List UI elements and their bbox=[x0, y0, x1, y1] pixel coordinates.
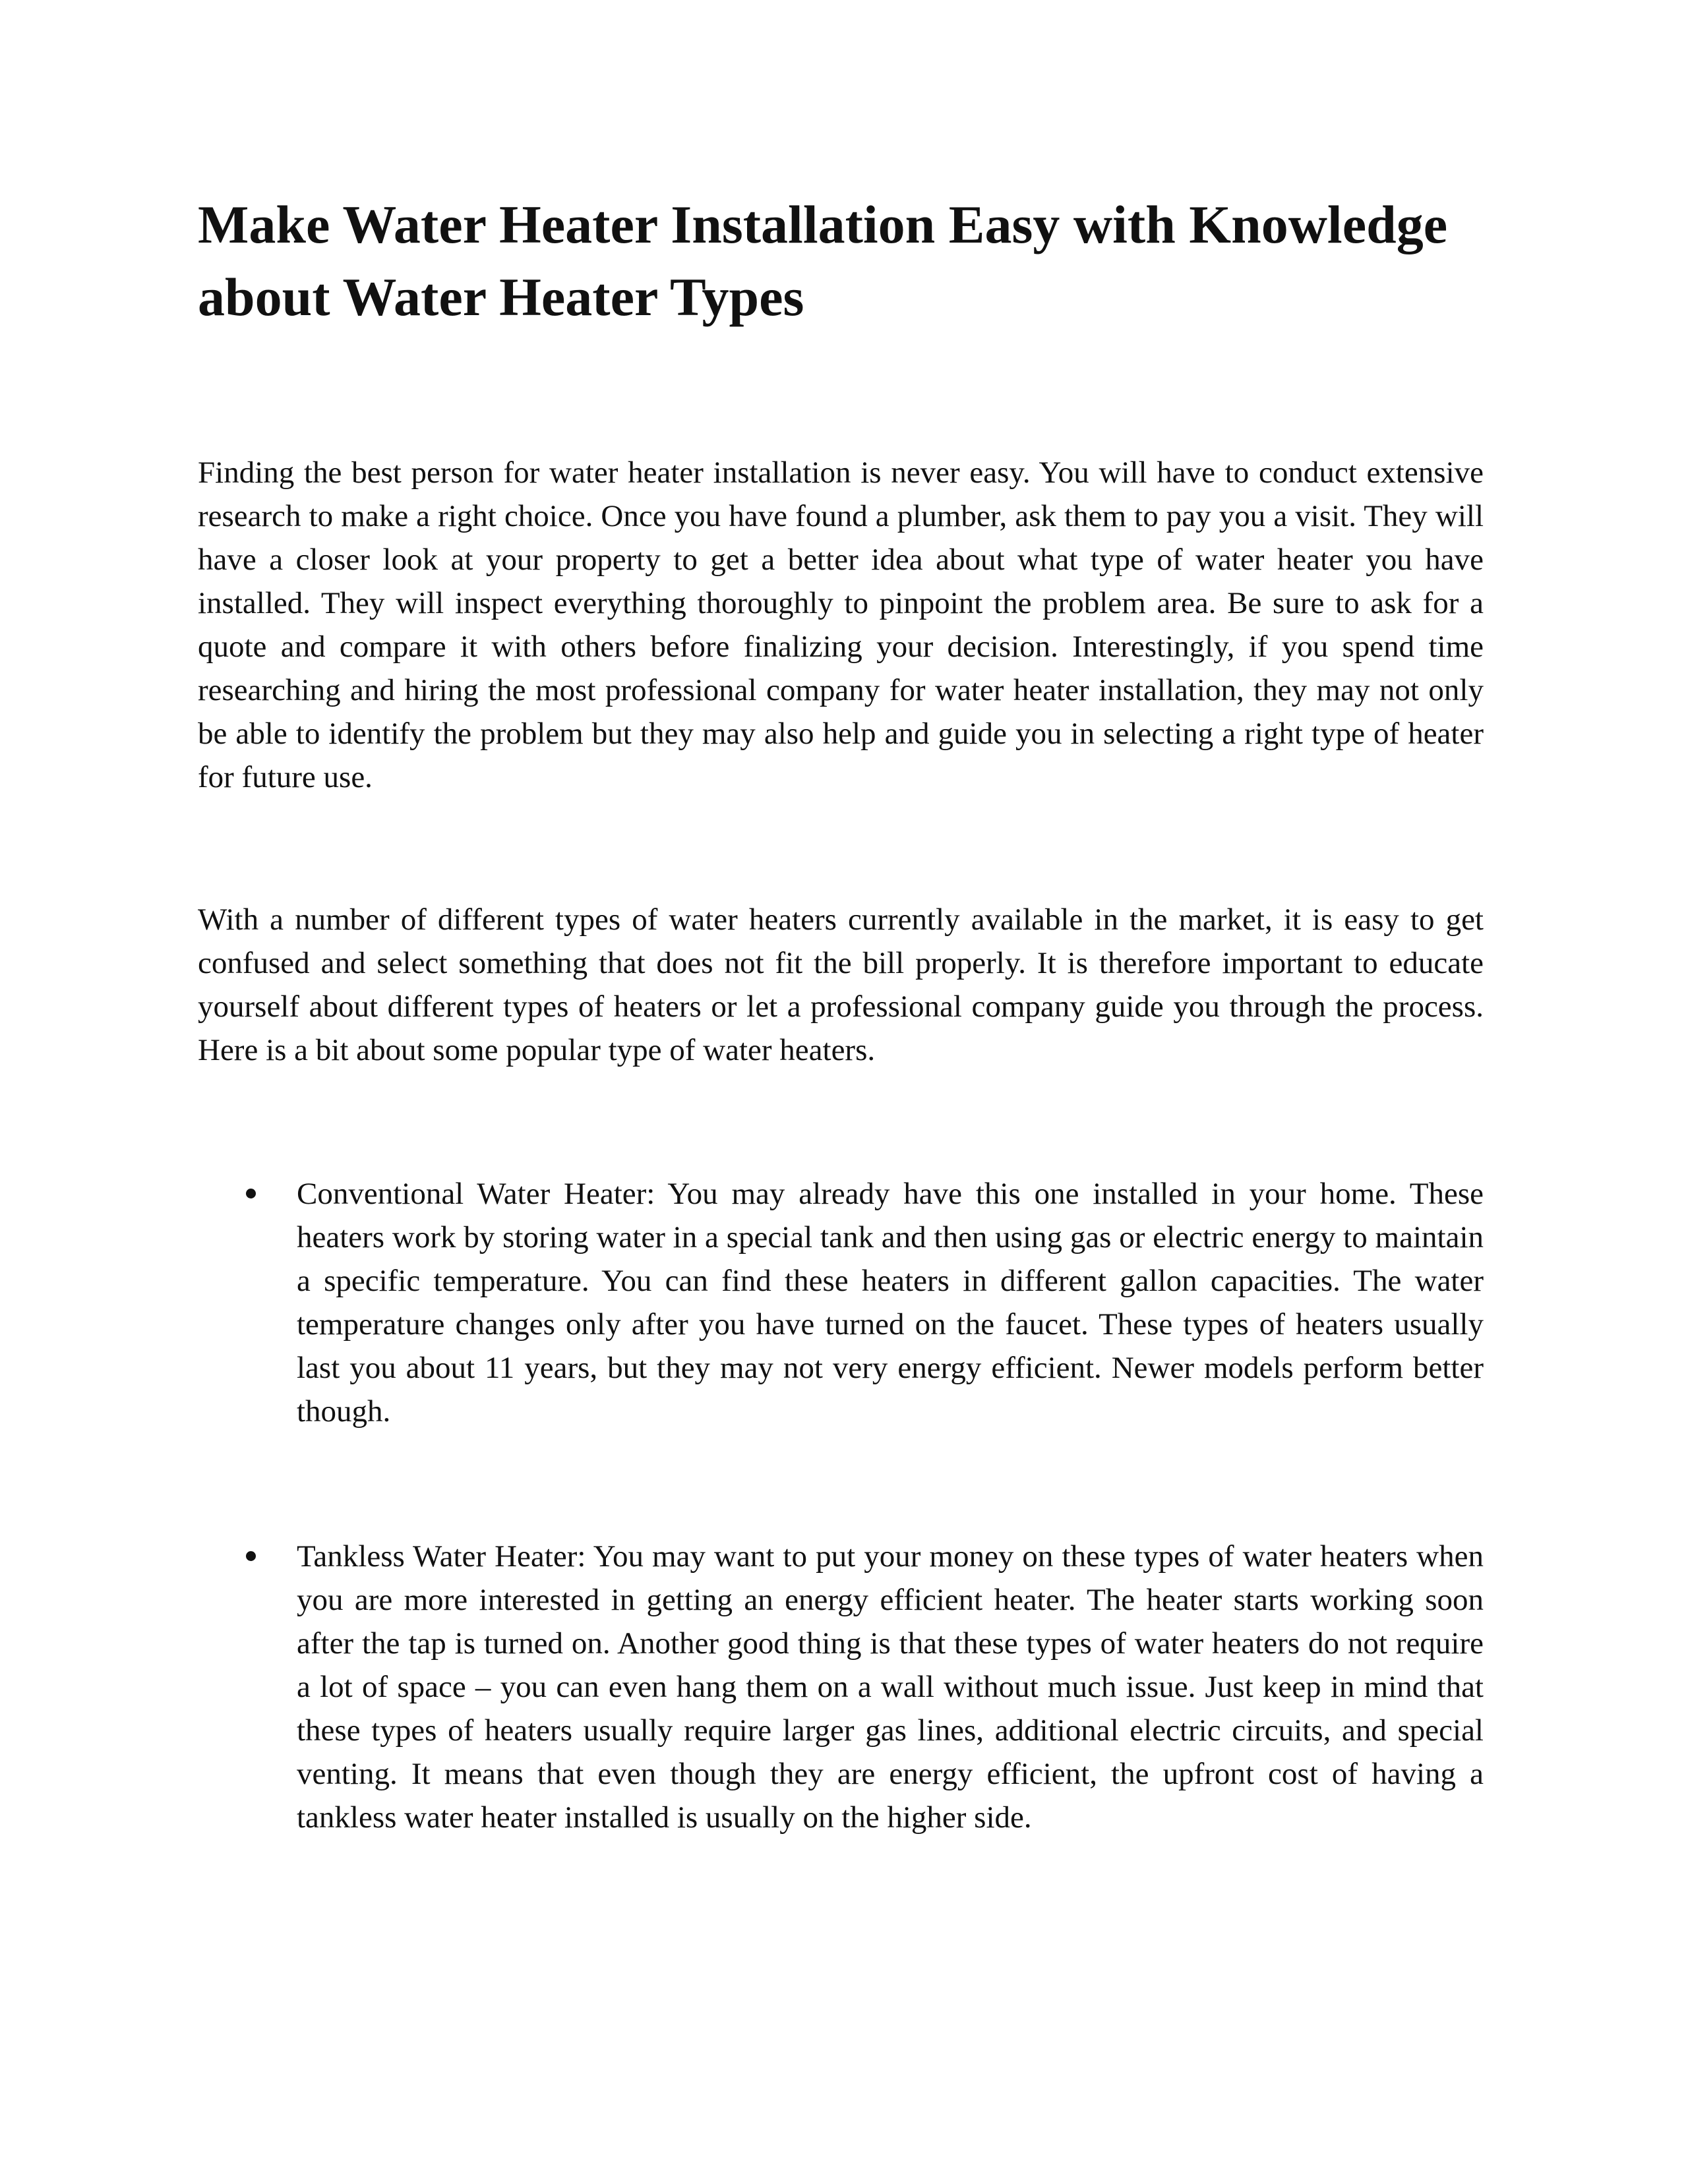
list-item-tankless-heater bbox=[198, 1535, 1484, 1839]
paragraph-intro: Finding the best person for water heater installation is never easy. You will have to conduct extensive research to make a right choice. Once you have found a plumber, ask them to pay you a visit. They will have a closer look at your property to get a better idea about what type of water heater you have installed. They will inspect everything thoroughly to pinpoint the problem area. Be sure to ask for a quote and compare it with others before finalizing your decision. Interestingly, if you spend time researching and hiring the most professional company for water heater installation, they may not only be able to identify the problem but they may also help and guide you in selecting a right type of heater for future use. bbox=[198, 456, 1484, 794]
document-content bbox=[198, 189, 1484, 1839]
paragraph-types-overview: With a number of different types of water heaters currently available in the market, it is easy to get confused and select something that does not fit the bill properly. It is therefore important to educate yourself about different types of heaters or let a professional company guide you through the process. Here is a bit about some popular type of water heaters. bbox=[198, 902, 1484, 1067]
document-title: Make Water Heater Installation Easy with Knowledge about Water Heater Types bbox=[198, 194, 1448, 327]
bullet-icon bbox=[246, 1189, 256, 1198]
list-item-text: Tankless Water Heater: You may want to put your money on these types of water heaters when you are more interested in getting an energy efficient heater. The heater starts working soon after the tap is turned on. Another good thing is that these types of water heaters do not require a lot of space – you can even hang them on a wall without much issue. Just keep in mind that these types of heaters usually require larger gas lines, additional electric circuits, and special venting. It means that even though they are energy efficient, the upfront cost of having a tankless water heater installed is usually on the higher side. bbox=[297, 1539, 1484, 1835]
list-item-text: Conventional Water Heater: You may already have this one installed in your home. These heaters work by storing water in a special tank and then using gas or electric energy to maintain a specific temperature. You can find these heaters in different gallon capacities. The water temperature changes only after you have turned on the faucet. These types of heaters usually last you about 11 years, but they may not very energy efficient. Newer models perform better though. bbox=[297, 1177, 1484, 1429]
heater-types-list bbox=[198, 1172, 1484, 1839]
list-item-conventional-heater bbox=[198, 1172, 1484, 1433]
bullet-icon bbox=[246, 1551, 256, 1561]
